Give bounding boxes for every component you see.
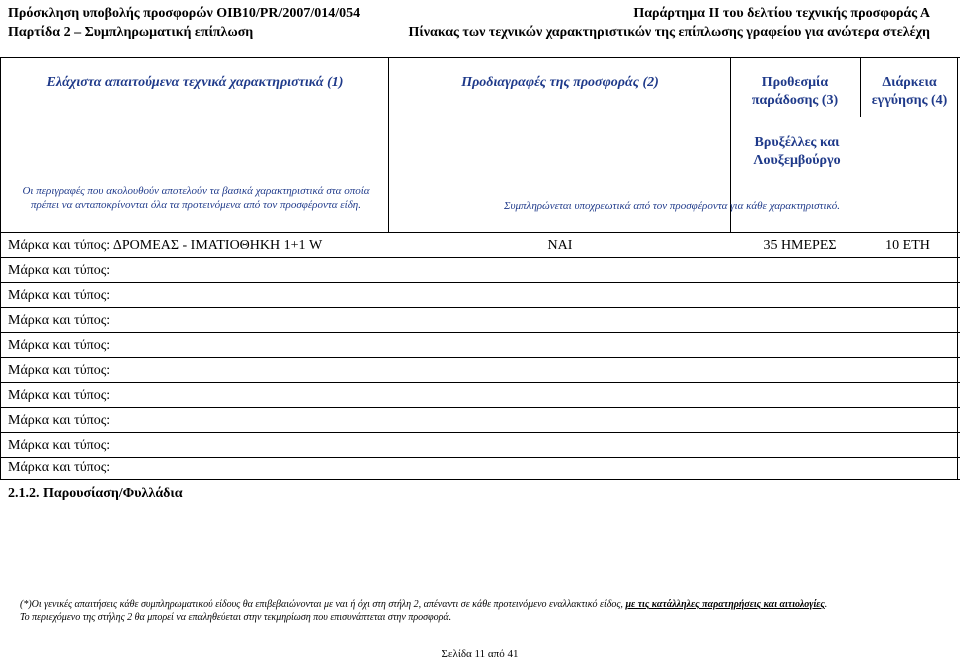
location-label bbox=[732, 134, 862, 170]
location-line2: Λουξεμβούργο bbox=[753, 153, 841, 168]
page-header-left bbox=[8, 4, 360, 42]
annex-title: Παράρτημα II του δελτίου τεχνικής προσφοράς Α bbox=[633, 6, 930, 21]
row-divider bbox=[0, 357, 960, 358]
footnote-1 bbox=[20, 598, 920, 611]
tender-reference: Πρόσκληση υποβολής προσφορών OIB10/PR/2007/014/054 bbox=[8, 6, 361, 21]
col4-header bbox=[862, 74, 957, 110]
col3-header-line1: Προθεσμία bbox=[761, 75, 829, 90]
column-divider bbox=[388, 57, 389, 232]
row-divider bbox=[0, 432, 960, 433]
item-brand-model-first: Μάρκα και τύπος: ΔΡΟΜΕΑΣ - ΙΜΑΤΙΟΘΗΚΗ 1+1 W bbox=[8, 238, 323, 253]
lot-title: Παρτίδα 2 – Συμπληρωματική επίπλωση bbox=[8, 25, 254, 40]
footnote-1-end: . bbox=[824, 599, 828, 610]
item-brand-model: Μάρκα και τύπος: bbox=[8, 460, 111, 475]
item-delivery-value: 35 ΗΜΕΡΕΣ bbox=[763, 238, 837, 253]
table-bottom-border bbox=[0, 479, 960, 480]
header-bottom-border bbox=[0, 232, 960, 233]
col2-header: Προδιαγραφές της προσφοράς (2) bbox=[461, 75, 659, 90]
col1-header: Ελάχιστα απαιτούμενα τεχνικά χαρακτηριστικά (1) bbox=[46, 75, 344, 90]
row-divider bbox=[0, 382, 960, 383]
item-brand-model: Μάρκα και τύπος: bbox=[8, 263, 111, 278]
row-divider bbox=[0, 332, 960, 333]
col4-header-line1: Διάρκεια bbox=[882, 75, 937, 90]
item-spec-value: ΝΑΙ bbox=[547, 238, 573, 253]
table-top-border bbox=[0, 57, 960, 58]
page-header-right bbox=[409, 4, 930, 42]
item-brand-model: Μάρκα και τύπος: bbox=[8, 388, 111, 403]
location-line1: Βρυξέλλες και bbox=[754, 135, 840, 150]
footnotes bbox=[20, 598, 920, 624]
row-divider bbox=[0, 407, 960, 408]
column-divider bbox=[860, 57, 861, 117]
footnote-2: Το περιεχόμενο της στήλης 2 θα μπορεί να επαληθεύεται στην τεκμηρίωση που επισυνάπτεται στην προσφορά. bbox=[20, 612, 452, 623]
table-left-border bbox=[0, 57, 1, 479]
page-number: Σελίδα 11 από 41 bbox=[441, 648, 519, 659]
col3-header-line2: παράδοσης (3) bbox=[751, 93, 839, 108]
footnote-1-text: (*)Οι γενικές απαιτήσεις κάθε συμπληρωματικού είδους θα επιβεβαιώνονται με ναι ή όχι στη στήλη 2, απέναντι σε κάθε προτεινόμενο εναλλακτικό είδος, bbox=[20, 599, 626, 610]
col2-description: Συμπληρώνεται υποχρεωτικά από τον προσφέροντα για κάθε χαρακτηριστικό. bbox=[503, 200, 841, 212]
item-brand-model: Μάρκα και τύπος: bbox=[8, 313, 111, 328]
row-divider bbox=[0, 282, 960, 283]
item-warranty-value: 10 ΕΤΗ bbox=[885, 238, 930, 253]
item-brand-model: Μάρκα και τύπος: bbox=[8, 438, 111, 453]
item-brand-model: Μάρκα και τύπος: bbox=[8, 413, 111, 428]
col1-description: Οι περιγραφές που ακολουθούν αποτελούν τα βασικά χαρακτηριστικά στα οποία πρέπει να ανταποκρίνονται όλα τα προτεινόμενα από τον προσφέροντα είδη. bbox=[22, 185, 370, 211]
table-right-border bbox=[957, 57, 958, 479]
row-divider bbox=[0, 257, 960, 258]
item-brand-model: Μάρκα και τύπος: bbox=[8, 363, 111, 378]
col3-header bbox=[732, 74, 858, 110]
table-title: Πίνακας των τεχνικών χαρακτηριστικών της επίπλωσης γραφείου για ανώτερα στελέχη bbox=[408, 25, 930, 40]
row-divider bbox=[0, 307, 960, 308]
item-brand-model: Μάρκα και τύπος: bbox=[8, 288, 111, 303]
section-title: 2.1.2. Παρουσίαση/Φυλλάδια bbox=[8, 486, 183, 501]
col4-header-line2: εγγύησης (4) bbox=[871, 93, 948, 108]
footnote-1-emphasis: με τις κατάλληλες παρατηρήσεις και αιτιολογίες bbox=[625, 599, 825, 610]
row-divider bbox=[0, 457, 960, 458]
item-brand-model: Μάρκα και τύπος: bbox=[8, 338, 111, 353]
